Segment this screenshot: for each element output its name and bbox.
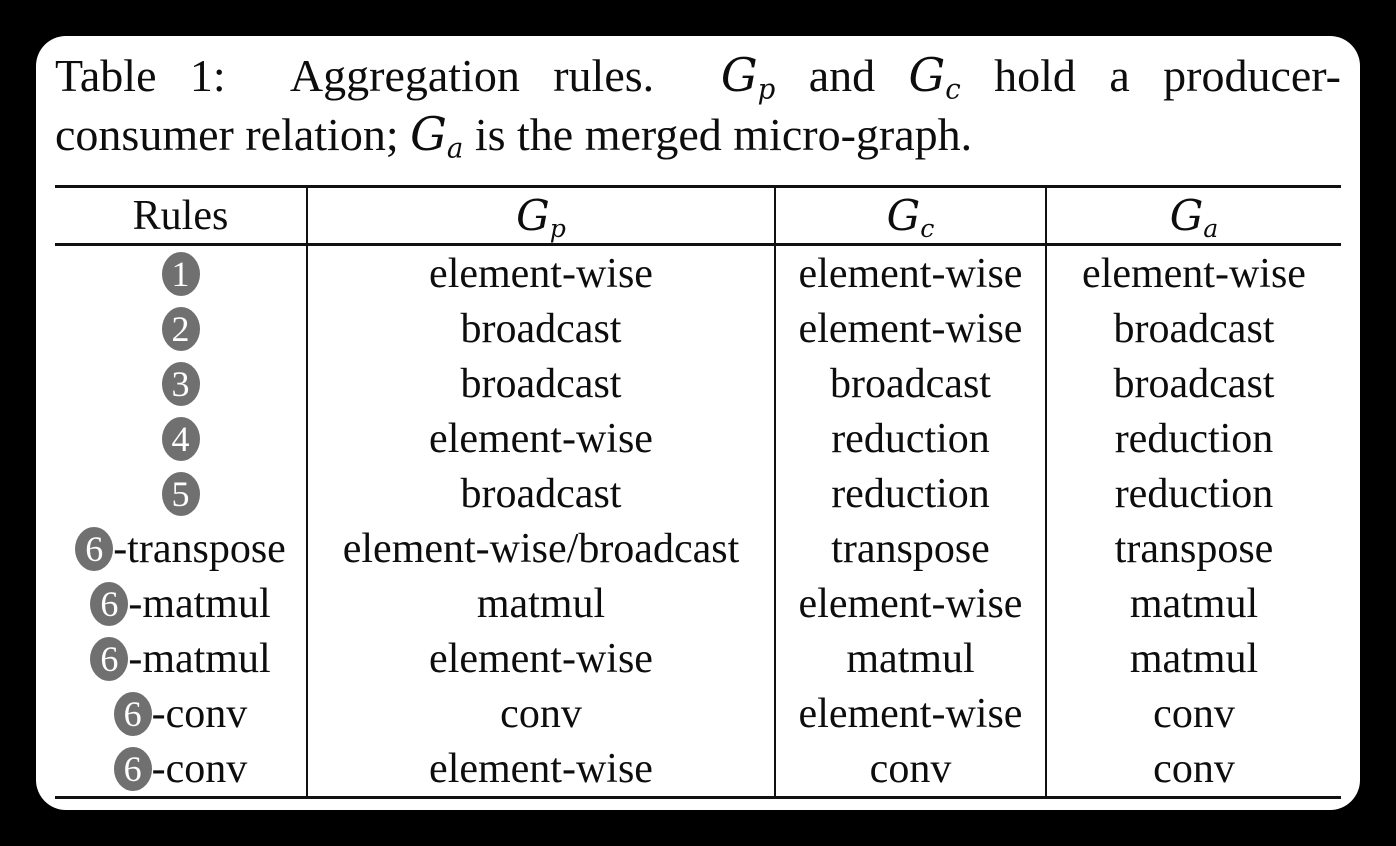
- rule-cell: [55, 245, 307, 302]
- table-card: [36, 36, 1360, 810]
- ga-cell: reduction: [1046, 466, 1341, 521]
- rule-number-badge: 6: [75, 527, 113, 571]
- caption-text: hold a producer-: [960, 50, 1341, 101]
- rule-suffix: -transpose: [113, 525, 286, 572]
- table-row: [55, 741, 1341, 798]
- rule-number-badge: 6: [114, 747, 152, 791]
- table-row: [55, 301, 1341, 356]
- rule-number-badge: 5: [162, 472, 200, 516]
- rule-cell: [55, 411, 307, 466]
- ga-cell: matmul: [1046, 631, 1341, 686]
- rule-cell: [55, 521, 307, 576]
- rule-number-badge: 3: [162, 362, 200, 406]
- gp-cell: conv: [307, 686, 775, 741]
- gc-cell: broadcast: [775, 356, 1046, 411]
- ga-cell: element-wise: [1046, 245, 1341, 302]
- table-row: [55, 245, 1341, 302]
- gc-cell: matmul: [775, 631, 1046, 686]
- rule-cell: [55, 466, 307, 521]
- table-row: [55, 631, 1341, 686]
- rule-number-badge: 4: [162, 417, 200, 461]
- column-header-rules: [55, 187, 307, 245]
- rule-number-badge: 6: [90, 582, 128, 626]
- aggregation-rules-table: [55, 185, 1341, 799]
- rule-cell: [55, 576, 307, 631]
- gc-cell: conv: [775, 741, 1046, 798]
- caption-line-1: [55, 46, 1341, 105]
- rule-suffix: -matmul: [128, 635, 271, 682]
- ga-cell: broadcast: [1046, 301, 1341, 356]
- mathcal-g-symbol: G: [908, 48, 946, 102]
- rule-cell: [55, 686, 307, 741]
- gc-cell: reduction: [775, 411, 1046, 466]
- ga-cell: conv: [1046, 686, 1341, 741]
- gp-cell: matmul: [307, 576, 775, 631]
- table-header-row: [55, 187, 1341, 245]
- mathcal-g-subscript-a: a: [446, 131, 464, 165]
- column-header-gc: [775, 187, 1046, 245]
- table-row: [55, 686, 1341, 741]
- table-row: [55, 411, 1341, 466]
- rule-suffix: -conv: [151, 745, 248, 792]
- column-header-gp: [307, 187, 775, 245]
- gp-cell: element-wise: [307, 245, 775, 302]
- mathcal-g-subscript-c: c: [945, 72, 961, 106]
- gp-cell: element-wise/broadcast: [307, 521, 775, 576]
- rule-cell: [55, 356, 307, 411]
- mathcal-g-symbol: G: [720, 48, 758, 102]
- gp-cell: element-wise: [307, 741, 775, 798]
- ga-cell: reduction: [1046, 411, 1341, 466]
- mathcal-g-subscript-p: p: [757, 72, 776, 106]
- gp-cell: element-wise: [307, 411, 775, 466]
- gp-cell: broadcast: [307, 356, 775, 411]
- rule-cell: [55, 741, 307, 798]
- gc-cell: reduction: [775, 466, 1046, 521]
- mathcal-g-symbol: G: [410, 107, 447, 161]
- table-row: [55, 521, 1341, 576]
- column-header-ga: [1046, 187, 1341, 245]
- gc-cell: element-wise: [775, 686, 1046, 741]
- rule-suffix: -conv: [151, 690, 248, 737]
- mathcal-g-subscript-p: p: [549, 213, 566, 243]
- rule-number-badge: 6: [90, 637, 128, 681]
- mathcal-g-symbol: G: [1169, 190, 1204, 240]
- gp-cell: broadcast: [307, 301, 775, 356]
- mathcal-g-subscript-a: a: [1203, 213, 1219, 243]
- rule-suffix: -matmul: [128, 580, 271, 627]
- mathcal-g-subscript-c: c: [920, 213, 935, 243]
- ga-cell: conv: [1046, 741, 1341, 798]
- rule-cell: [55, 301, 307, 356]
- mathcal-g-symbol: G: [886, 190, 921, 240]
- caption-line-2: [55, 105, 1341, 164]
- ga-cell: transpose: [1046, 521, 1341, 576]
- gc-cell: element-wise: [775, 301, 1046, 356]
- column-header-rules-label: Rules: [132, 192, 229, 239]
- gp-cell: broadcast: [307, 466, 775, 521]
- gc-cell: element-wise: [775, 576, 1046, 631]
- table-row: [55, 576, 1341, 631]
- ga-cell: matmul: [1046, 576, 1341, 631]
- mathcal-g-symbol: G: [516, 190, 550, 240]
- rule-number-badge: 2: [162, 307, 200, 351]
- rule-number-badge: 1: [162, 252, 200, 296]
- caption-text: is the merged micro-graph.: [463, 109, 973, 160]
- table-row: [55, 356, 1341, 411]
- gc-cell: transpose: [775, 521, 1046, 576]
- rule-cell: [55, 631, 307, 686]
- rule-number-badge: 6: [114, 692, 152, 736]
- gp-cell: element-wise: [307, 631, 775, 686]
- table-caption: [55, 46, 1341, 164]
- table-row: [55, 466, 1341, 521]
- caption-text: Table 1: Aggregation rules.: [55, 50, 721, 101]
- caption-text: and: [775, 50, 909, 101]
- gc-cell: element-wise: [775, 245, 1046, 302]
- caption-text: consumer relation;: [55, 109, 411, 160]
- ga-cell: broadcast: [1046, 356, 1341, 411]
